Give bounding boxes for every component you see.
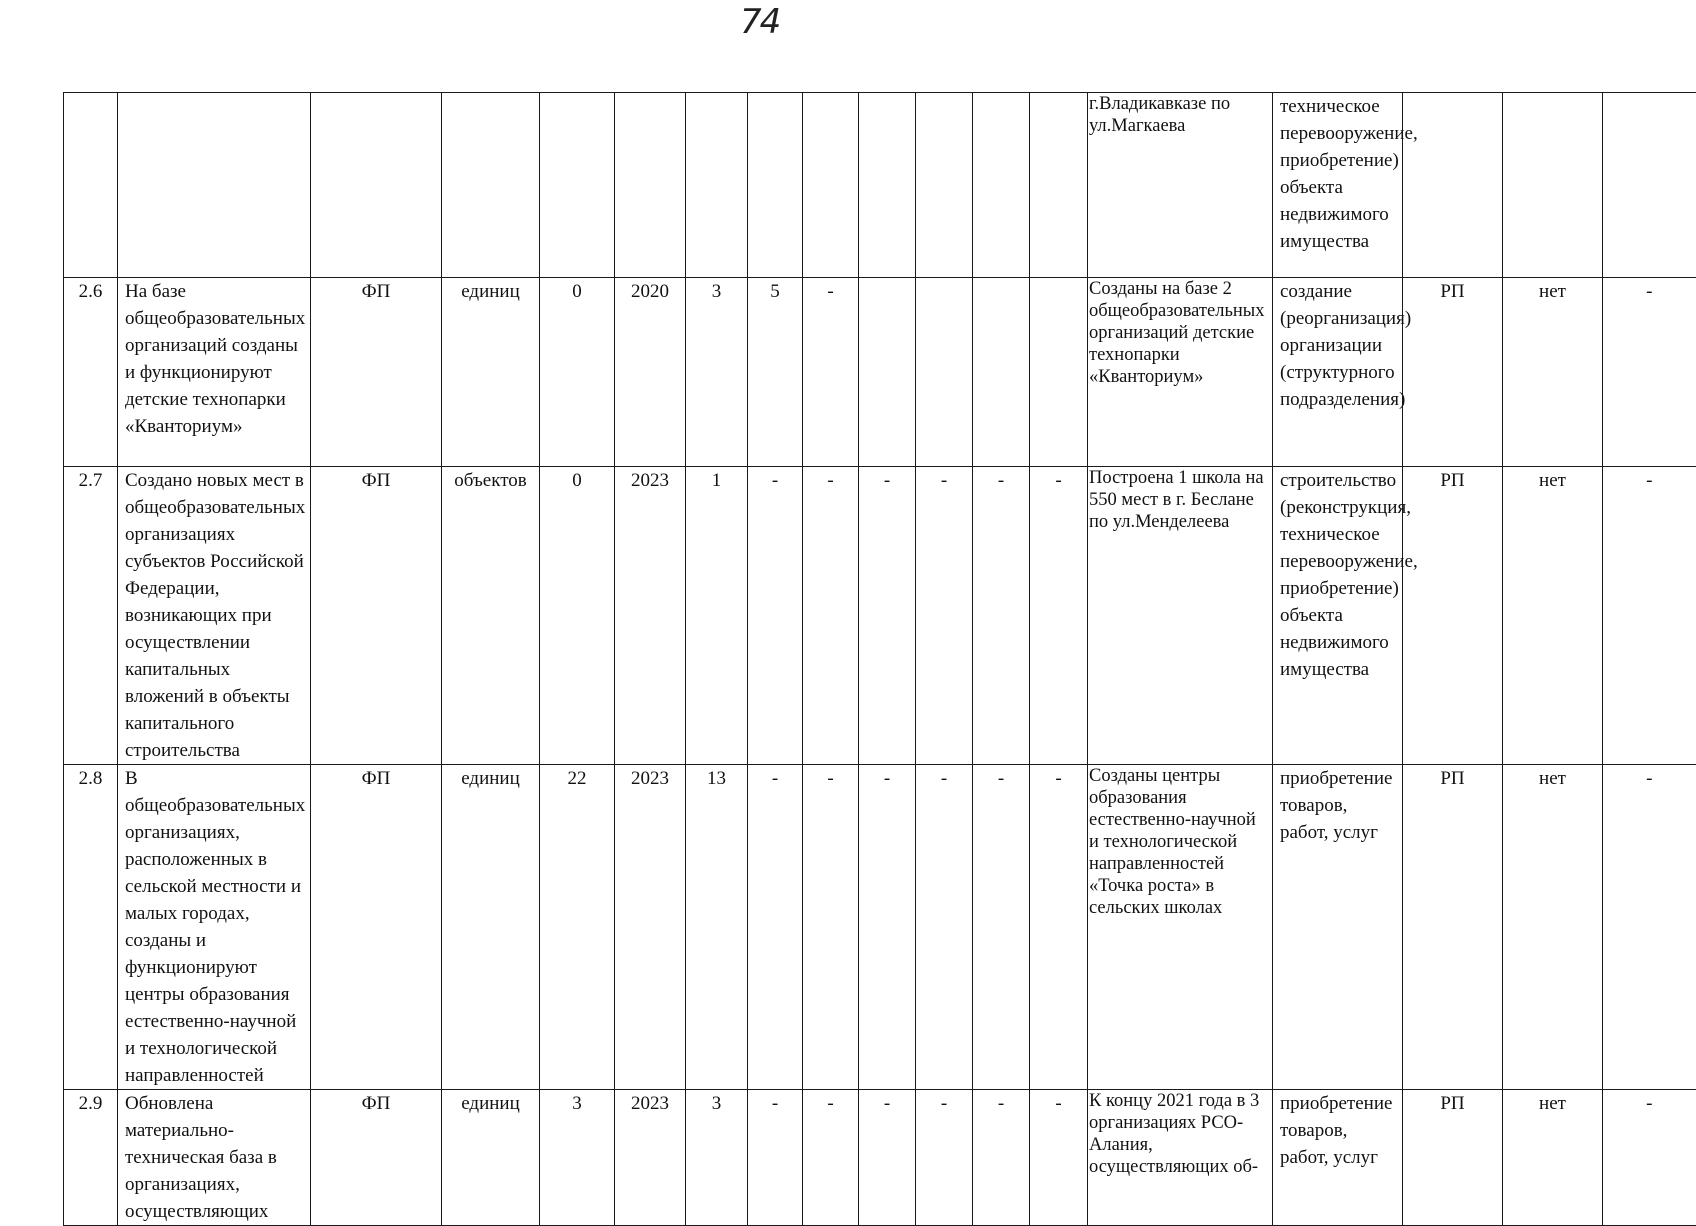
measure-name: На базе общеобразовательных организаций созданы и функционируют детские технопарки «Кванториум» (118, 278, 311, 467)
value-cell (1030, 93, 1088, 278)
year-cell: 2020 (615, 278, 686, 467)
result-cell: Созданы на базе 2 общеобразовательных организаций детские технопарки «Кванториум» (1088, 278, 1273, 467)
value-cell (973, 93, 1030, 278)
unit-cell: единиц (442, 765, 540, 1090)
flag-cell: нет (1503, 1090, 1603, 1226)
level-cell: РП (1403, 278, 1503, 467)
value-cell: - (803, 467, 859, 765)
level-cell: РП (1403, 765, 1503, 1090)
source-cell (311, 93, 442, 278)
value-cell: - (748, 765, 803, 1090)
value-cell (1030, 278, 1088, 467)
result-cell: г.Владикавказе по ул.Магкаева (1088, 93, 1273, 278)
value-cell (916, 278, 973, 467)
level-cell (1403, 93, 1503, 278)
result-cell: К концу 2021 года в 3 организациях РСО-Алания, осуществляющих об- (1088, 1090, 1273, 1226)
row-number: 2.6 (64, 278, 118, 467)
extra-cell: - (1603, 278, 1696, 467)
value-cell: - (973, 1090, 1030, 1226)
base-value-cell: 22 (540, 765, 615, 1090)
value-cell: - (916, 765, 973, 1090)
unit-cell (442, 93, 540, 278)
unit-cell: единиц (442, 1090, 540, 1226)
value-cell: 3 (686, 1090, 748, 1226)
value-cell: - (973, 467, 1030, 765)
table-row (64, 278, 1696, 467)
measures-table (63, 92, 1696, 1226)
flag-cell: нет (1503, 765, 1603, 1090)
flag-cell: нет (1503, 467, 1603, 765)
type-cell: приобретение товаров, работ, услуг (1273, 1090, 1403, 1226)
extra-cell: - (1603, 467, 1696, 765)
table-row (64, 93, 1696, 278)
measure-name: Обновлена материально-техническая база в организациях, осуществляющих (118, 1090, 311, 1226)
flag-cell (1503, 93, 1603, 278)
value-cell: - (859, 1090, 916, 1226)
year-cell: 2023 (615, 1090, 686, 1226)
value-cell: - (803, 765, 859, 1090)
row-number: 2.7 (64, 467, 118, 765)
type-cell: строительство (реконструкция, техническое перевооружение, приобретение) объекта недвижимого имущества (1273, 467, 1403, 765)
value-cell (916, 93, 973, 278)
value-cell (748, 93, 803, 278)
value-cell: - (916, 1090, 973, 1226)
extra-cell: - (1603, 1090, 1696, 1226)
value-cell: - (859, 467, 916, 765)
year-cell: 2023 (615, 467, 686, 765)
result-cell: Созданы центры образования естественно-научной и технологической направленностей «Точка роста» в сельских школах (1088, 765, 1273, 1090)
source-cell: ФП (311, 278, 442, 467)
result-cell: Построена 1 школа на 550 мест в г. Беслане по ул.Менделеева (1088, 467, 1273, 765)
source-cell: ФП (311, 467, 442, 765)
source-cell: ФП (311, 1090, 442, 1226)
value-cell: - (803, 1090, 859, 1226)
row-number: 2.9 (64, 1090, 118, 1226)
extra-cell: - (1603, 765, 1696, 1090)
table-row (64, 765, 1696, 1090)
value-cell: - (748, 467, 803, 765)
table-row (64, 1090, 1696, 1226)
base-value-cell (540, 93, 615, 278)
value-cell (803, 93, 859, 278)
value-cell: - (973, 765, 1030, 1090)
value-cell (973, 278, 1030, 467)
extra-cell (1603, 93, 1696, 278)
value-cell: 5 (748, 278, 803, 467)
measure-name (118, 93, 311, 278)
row-number (64, 93, 118, 278)
unit-cell: единиц (442, 278, 540, 467)
base-value-cell: 0 (540, 278, 615, 467)
base-value-cell: 0 (540, 467, 615, 765)
type-cell: создание (реорганизация) организации (структурного подразделения) (1273, 278, 1403, 467)
value-cell: - (1030, 1090, 1088, 1226)
year-cell: 2023 (615, 765, 686, 1090)
value-cell (686, 93, 748, 278)
value-cell (859, 278, 916, 467)
value-cell: - (803, 278, 859, 467)
base-value-cell: 3 (540, 1090, 615, 1226)
measure-name: Создано новых мест в общеобразовательных организациях субъектов Российской Федерации, возникающих при осуществлении капитальных вложений в объекты капитального строительства (118, 467, 311, 765)
page-number: 74 (740, 2, 780, 42)
flag-cell: нет (1503, 278, 1603, 467)
value-cell: 3 (686, 278, 748, 467)
value-cell: - (859, 765, 916, 1090)
type-cell: техническое перевооружение, приобретение) объекта недвижимого имущества (1273, 93, 1403, 278)
row-number: 2.8 (64, 765, 118, 1090)
type-cell: приобретение товаров, работ, услуг (1273, 765, 1403, 1090)
year-cell (615, 93, 686, 278)
value-cell: 13 (686, 765, 748, 1090)
value-cell: - (916, 467, 973, 765)
level-cell: РП (1403, 1090, 1503, 1226)
value-cell (859, 93, 916, 278)
value-cell: 1 (686, 467, 748, 765)
value-cell: - (748, 1090, 803, 1226)
level-cell: РП (1403, 467, 1503, 765)
table-row (64, 467, 1696, 765)
measure-name: В общеобразовательных организациях, расположенных в сельской местности и малых городах, созданы и функционируют центры образования естественно-научной и технологической направленностей (118, 765, 311, 1090)
value-cell: - (1030, 765, 1088, 1090)
unit-cell: объектов (442, 467, 540, 765)
source-cell: ФП (311, 765, 442, 1090)
value-cell: - (1030, 467, 1088, 765)
